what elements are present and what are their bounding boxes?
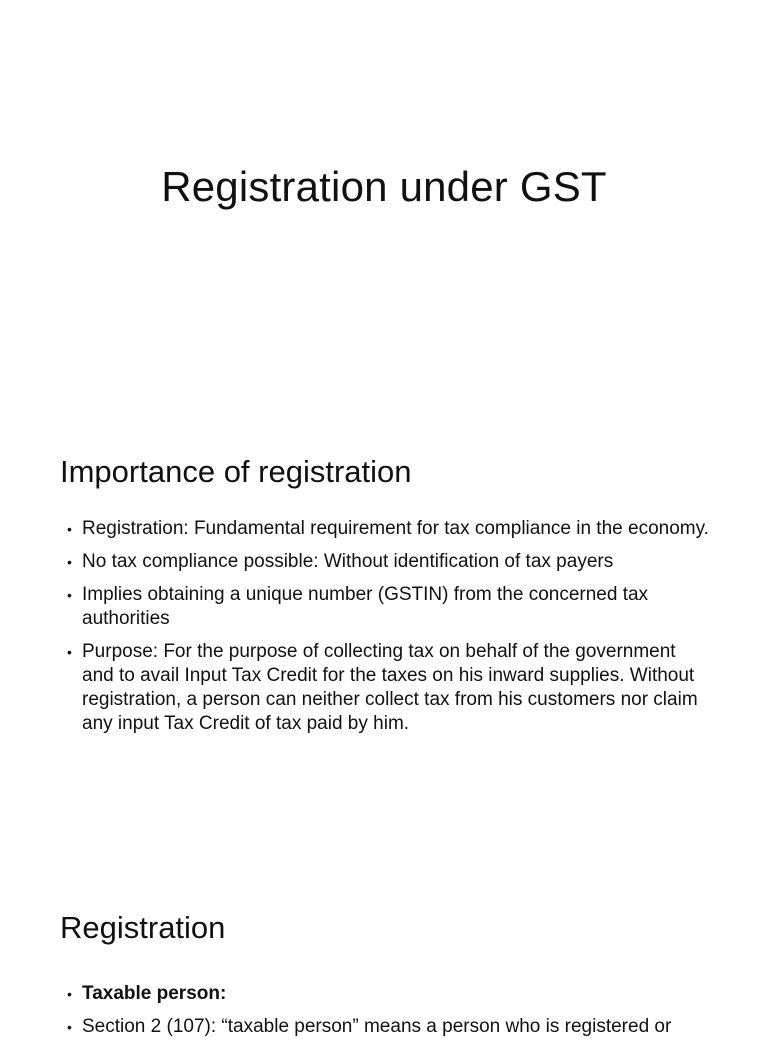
bullet-text: Purpose: For the purpose of collecting tax on behalf of the government and to avail Input Tax Credit for the taxes on his inward supplies. Without registration, a person can neither collect tax from his customers nor claim any input Tax Credit of tax paid by him.: [82, 641, 698, 734]
title-slide: [0, 0, 768, 410]
bullet-item: [60, 583, 710, 631]
bullet-list: [60, 982, 750, 1048]
slide-heading: Registration: [60, 910, 226, 945]
bullet-icon: •: [67, 554, 72, 570]
bullet-item: [60, 1015, 750, 1039]
slide-heading: Importance of registration: [60, 454, 412, 489]
bullet-text: Registration: Fundamental requirement for tax compliance in the economy.: [82, 518, 709, 539]
bullet-item: [60, 640, 710, 736]
bullet-text: Section 2 (107): “taxable person” means a person who is registered or: [82, 1016, 672, 1037]
importance-slide: [0, 410, 768, 870]
bullet-icon: •: [67, 644, 72, 660]
bullet-item: [60, 982, 750, 1006]
bullet-icon: •: [67, 587, 72, 603]
presentation-title: Registration under GST: [161, 163, 607, 210]
bullet-icon: •: [67, 521, 72, 537]
bullet-text: Taxable person:: [82, 983, 227, 1004]
bullet-text: No tax compliance possible: Without identification of tax payers: [82, 551, 614, 572]
bullet-item: [60, 517, 710, 541]
bullet-icon: •: [67, 1019, 72, 1035]
bullet-text: Implies obtaining a unique number (GSTIN) from the concerned tax authorities: [82, 584, 649, 629]
bullet-list: [60, 517, 710, 745]
registration-slide: [0, 870, 768, 1037]
bullet-icon: •: [67, 986, 72, 1002]
bullet-item: [60, 550, 710, 574]
